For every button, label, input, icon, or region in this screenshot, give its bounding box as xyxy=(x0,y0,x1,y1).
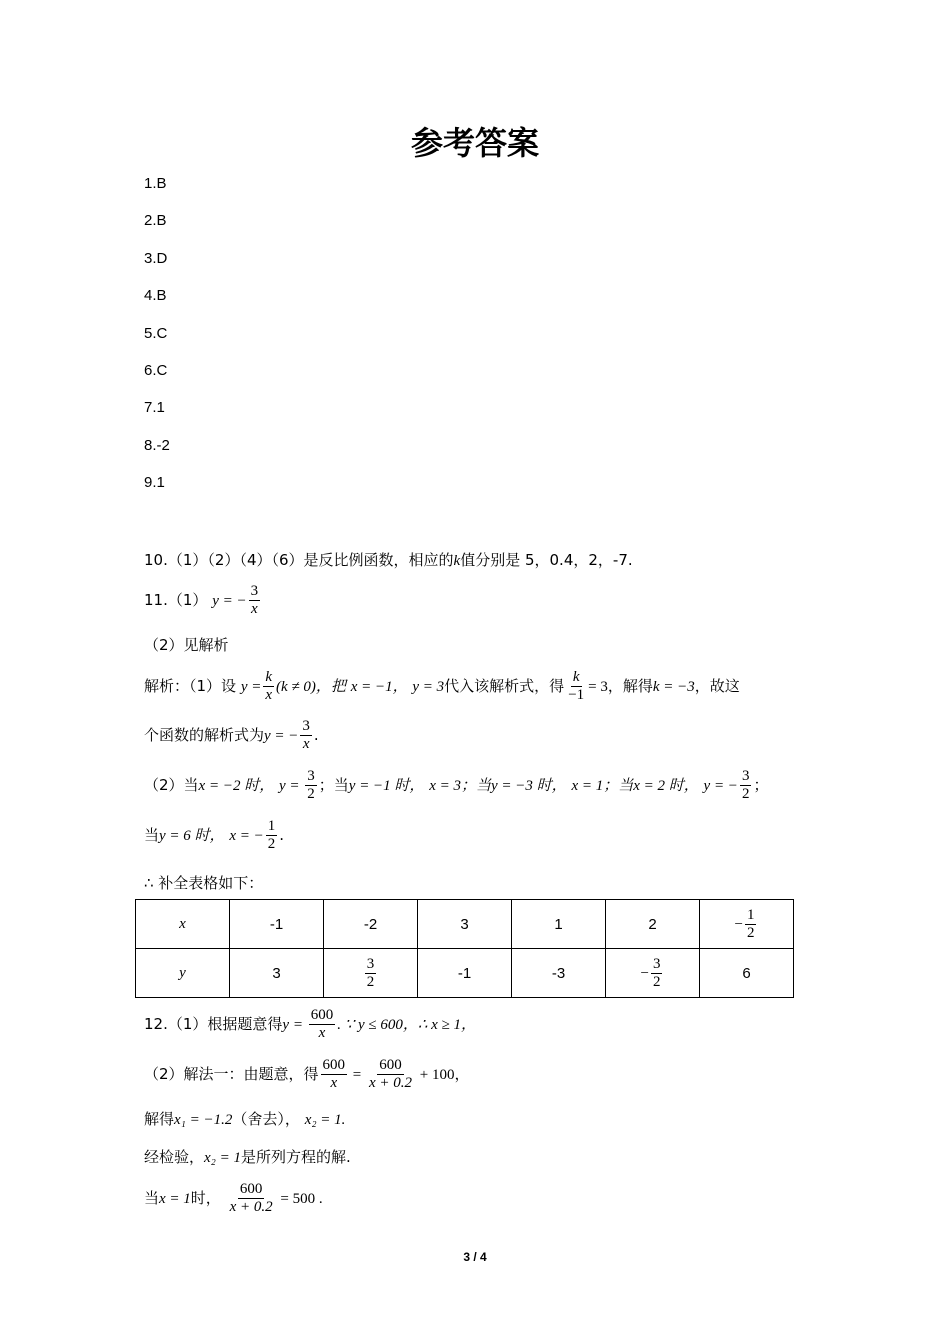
answer-12-line-5: 当x = 1时， $\frac{600}{x + 0.2}$ = 500 . xyxy=(144,1181,323,1215)
answer-12-line-4: 经检验，x₂ = 1是所列方程的解. xyxy=(144,1148,351,1166)
answer-3: 3.D xyxy=(144,250,168,267)
answer-5: 5.C xyxy=(144,325,168,342)
answer-9: 9.1 xyxy=(144,474,165,491)
table-cell: − $\frac{3}{2}$ xyxy=(606,949,700,998)
table-cell: 2 xyxy=(606,900,700,949)
answer-4: 4.B xyxy=(144,287,167,304)
table-row xyxy=(136,949,794,998)
table-cell: -1 xyxy=(418,949,512,998)
solution-line-4: 当y = 6 时， x = − $\frac{1}{2}$ . xyxy=(144,818,285,852)
value-table xyxy=(135,899,794,998)
table-cell: y xyxy=(136,949,230,998)
solution-line-2: 个函数的解析式为y = − $\frac{3}{x}$ . xyxy=(144,718,319,752)
table-cell: $\frac{3}{2}$ xyxy=(324,949,418,998)
answer-8: 8.-2 xyxy=(144,437,170,454)
answer-6: 6.C xyxy=(144,362,168,379)
page-title: 参考答案 xyxy=(410,124,539,162)
table-cell: 6 xyxy=(700,949,794,998)
table-cell: -3 xyxy=(512,949,606,998)
solution-line-3: （2）当x = −2 时， y = $\frac{3}{2}$ ；当y = −1 时， x = 3；当y = −3 时， x = 1；当x = 2 时， y = − $\frac{3}{2}$ ； xyxy=(144,768,769,802)
answer-11-part2: （2）见解析 xyxy=(144,636,229,654)
answer-12-line-2: （2）解法一：由题意，得 $\frac{600}{x}$ = $\frac{600}{x + 0.2}$ + 100， xyxy=(144,1057,470,1091)
answer-1: 1.B xyxy=(144,175,167,192)
table-cell: − $\frac{1}{2}$ xyxy=(700,900,794,949)
solution-line-1: 解析：（1）设 y = $\frac{k}{x}$ (k ≠ 0)，把 x = −1， y = 3代入该解析式，得 $\frac{k}{-1}$ = 3，解得k = −3，故这 xyxy=(144,669,740,703)
table-cell: 3 xyxy=(230,949,324,998)
table-cell: 1 xyxy=(512,900,606,949)
answer-2: 2.B xyxy=(144,212,167,229)
table-cell: -2 xyxy=(324,900,418,949)
table-cell: 3 xyxy=(418,900,512,949)
answer-10: 10.（1）（2）（4）（6）是反比例函数，相应的k值分别是 5，0.4，2，-7. xyxy=(144,551,633,569)
answer-12-line-1: 12.（1）根据题意得y = $\frac{600}{x}$ . ∵ y ≤ 600，∴ x ≥ 1， xyxy=(144,1007,477,1041)
answer-11-part1: 11.（1） y = − $\frac{3}{x}$ xyxy=(144,583,259,617)
table-cell: x xyxy=(136,900,230,949)
therefore-line: ∴ 补全表格如下： xyxy=(144,874,264,892)
table-cell: -1 xyxy=(230,900,324,949)
table-row xyxy=(136,900,794,949)
answer-7: 7.1 xyxy=(144,399,165,416)
answer-12-line-3: 解得x₁ = −1.2（舍去）， x₂ = 1. xyxy=(144,1110,346,1128)
page-number: 3 / 4 xyxy=(463,1250,487,1264)
